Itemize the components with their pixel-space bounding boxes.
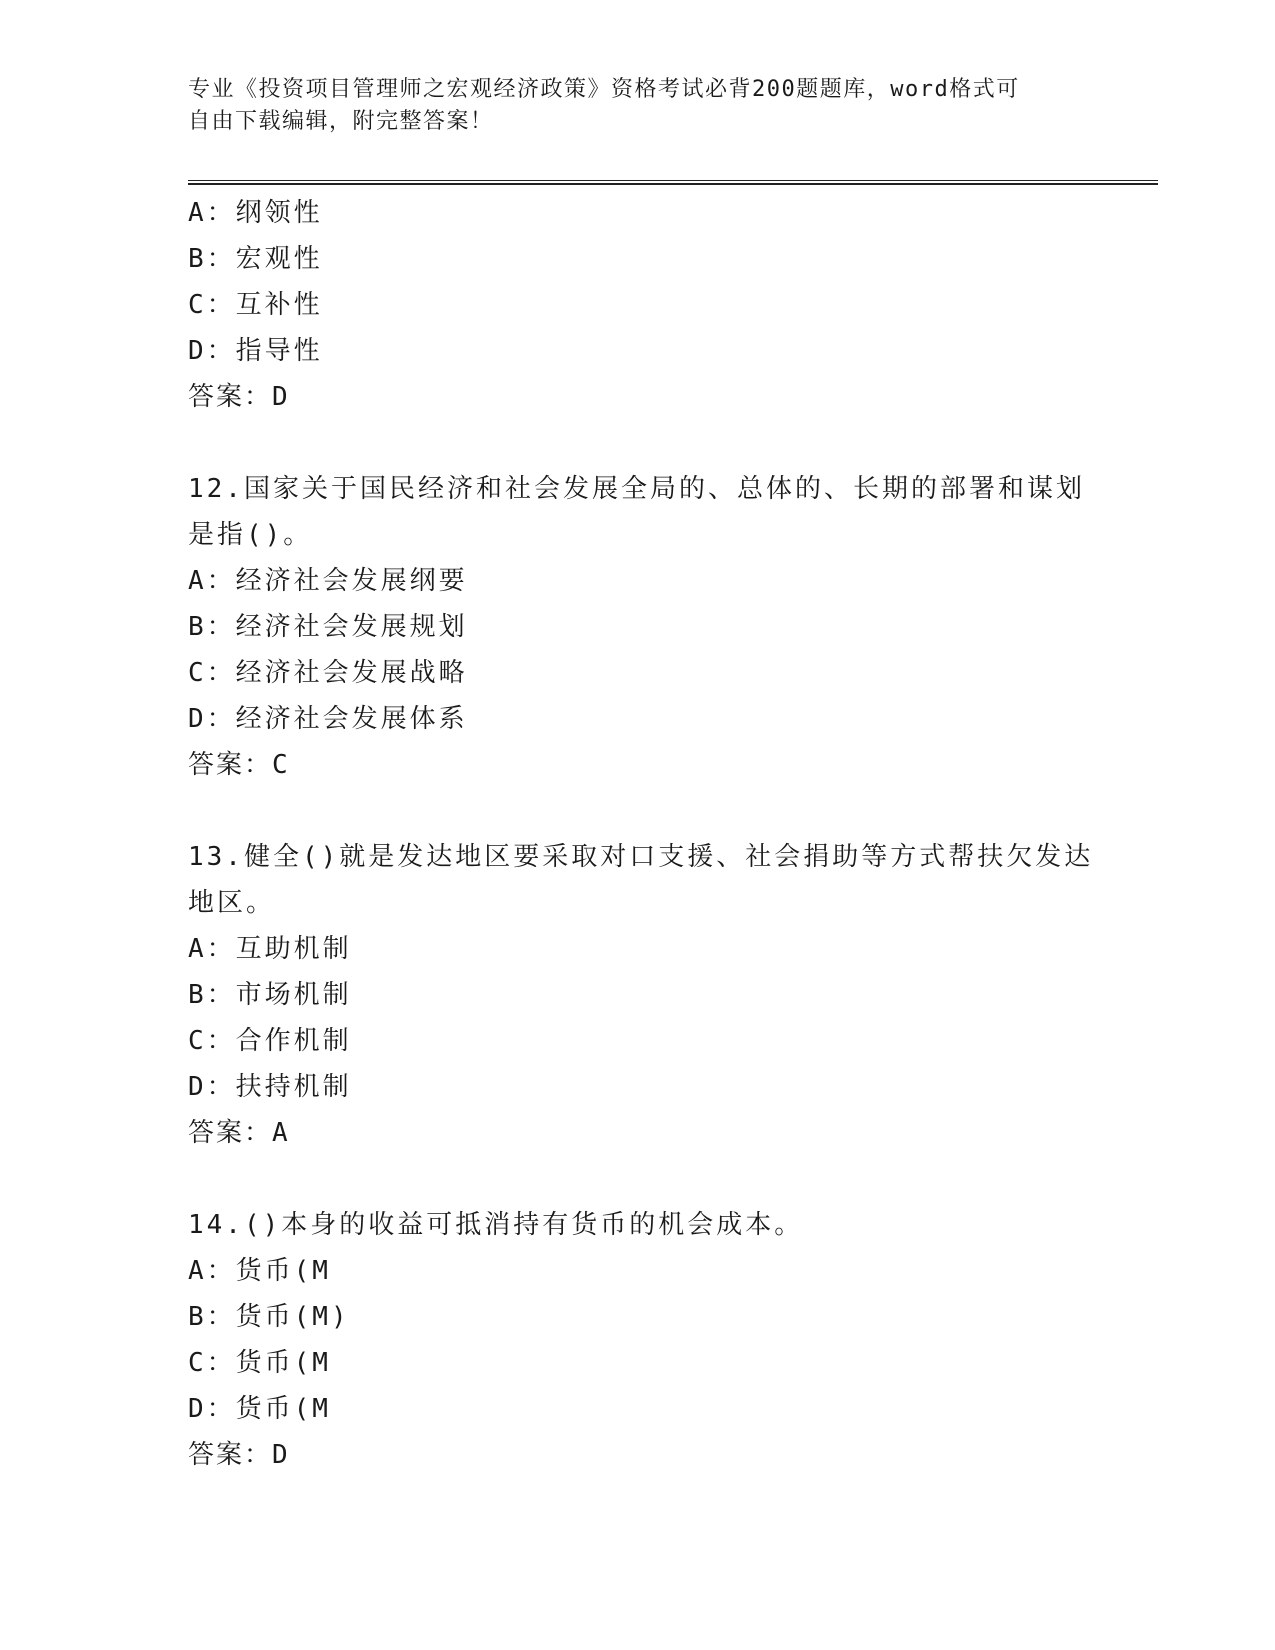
question-13	[188, 834, 1094, 1156]
question-stem-line-2: 地区。	[188, 888, 276, 918]
option-a: A：货币(M	[188, 1256, 331, 1286]
answer-value: A	[272, 1118, 289, 1148]
question-stem-line-2: 是指()。	[188, 520, 313, 550]
answer-label: 答案：	[188, 1118, 273, 1148]
option-c: C：互补性	[188, 290, 323, 320]
option-a: A：互助机制	[188, 934, 352, 964]
option-b: B：宏观性	[188, 244, 323, 274]
answer-value: C	[272, 750, 289, 780]
option-d: D：指导性	[188, 336, 323, 366]
option-c: C：货币(M	[188, 1348, 331, 1378]
header-title-line-2: 自由下载编辑，附完整答案！	[188, 109, 494, 134]
question-gap	[188, 788, 1088, 834]
answer-value: D	[272, 382, 289, 412]
question-12	[188, 466, 1088, 788]
answer	[188, 374, 1088, 420]
option-a: A：经济社会发展纲要	[188, 566, 468, 596]
answer	[188, 742, 1088, 788]
option-c: C：经济社会发展战略	[188, 658, 468, 688]
option-d: D：扶持机制	[188, 1072, 352, 1102]
question-gap	[188, 420, 1088, 466]
option-d: D：经济社会发展体系	[188, 704, 468, 734]
answer-label: 答案：	[188, 1440, 273, 1470]
question-stem-line-1: 13.健全()就是发达地区要采取对口支援、社会捐助等方式帮扶欠发达	[188, 842, 1094, 872]
question-14	[188, 1202, 1088, 1478]
option-d: D：货币(M	[188, 1394, 331, 1424]
header-divider	[188, 180, 1158, 185]
answer-label: 答案：	[188, 750, 273, 780]
option-a: A：纲领性	[188, 198, 323, 228]
header-title-line-1: 专业《投资项目管理师之宏观经济政策》资格考试必背200题题库，word格式可	[188, 77, 1020, 102]
document-body	[188, 190, 1094, 1478]
option-b: B：经济社会发展规划	[188, 612, 468, 642]
question-stem-line-1: 14.()本身的收益可抵消持有货币的机会成本。	[188, 1210, 804, 1240]
option-b: B：市场机制	[188, 980, 352, 1010]
question-gap	[188, 1156, 1088, 1202]
answer	[188, 1432, 1088, 1478]
answer	[188, 1110, 1088, 1156]
question-11	[188, 190, 1088, 420]
option-b: B：货币(M)	[188, 1302, 350, 1332]
answer-value: D	[272, 1440, 289, 1470]
option-c: C：合作机制	[188, 1026, 352, 1056]
answer-label: 答案：	[188, 382, 273, 412]
document-header	[188, 74, 1088, 138]
question-stem-line-1: 12.国家关于国民经济和社会发展全局的、总体的、长期的部署和谋划	[188, 474, 1085, 504]
